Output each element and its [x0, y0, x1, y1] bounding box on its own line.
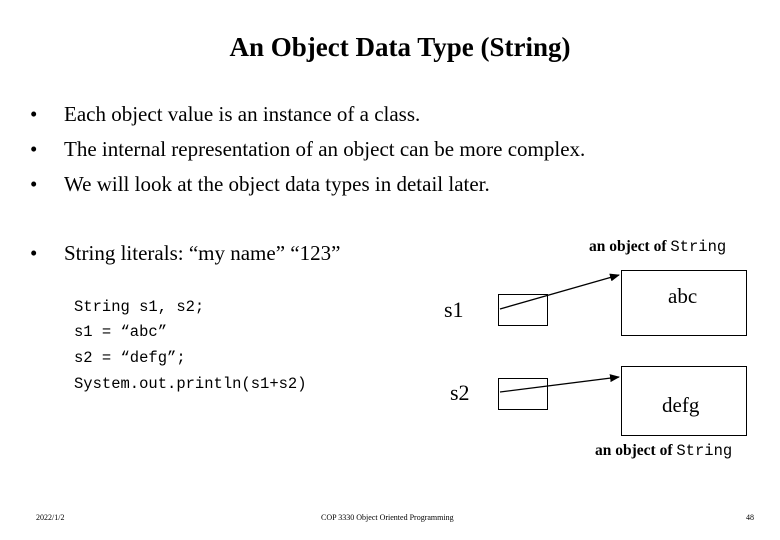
caption-prefix: an object of [589, 238, 667, 255]
arrow-s2 [500, 377, 619, 392]
bullet-text: Each object value is an instance of a class. [64, 102, 421, 126]
bullet-glyph: • [30, 102, 38, 126]
footer-date: 2022/1/2 [36, 513, 65, 522]
bullet-glyph: • [30, 172, 38, 196]
code-line: String s1, s2; [74, 298, 205, 316]
bullet-text: String literals: “my name” “123” [64, 241, 341, 265]
arrow-s1 [500, 275, 619, 309]
object-value-abc: abc [668, 284, 698, 308]
caption-prefix: an object of [595, 442, 673, 459]
bullet-glyph: • [30, 241, 38, 265]
var-label-s1: s1 [444, 297, 464, 322]
footer-page-number: 48 [746, 513, 754, 522]
object-value-defg: defg [662, 393, 700, 417]
footer-course: COP 3330 Object Oriented Programming [321, 513, 454, 522]
bullet-text: The internal representation of an object can be more complex. [64, 137, 586, 161]
bullet-text: We will look at the object data types in detail later. [64, 172, 490, 196]
caption-type: String [670, 238, 727, 256]
caption-type: String [676, 442, 733, 460]
var-label-s2: s2 [450, 380, 470, 405]
bullet-glyph: • [30, 137, 38, 161]
code-line: s1 = “abc” [74, 323, 168, 341]
slide-title: An Object Data Type (String) [229, 32, 571, 62]
code-line: s2 = “defg”; [74, 349, 186, 367]
code-line: System.out.println(s1+s2) [74, 375, 307, 393]
